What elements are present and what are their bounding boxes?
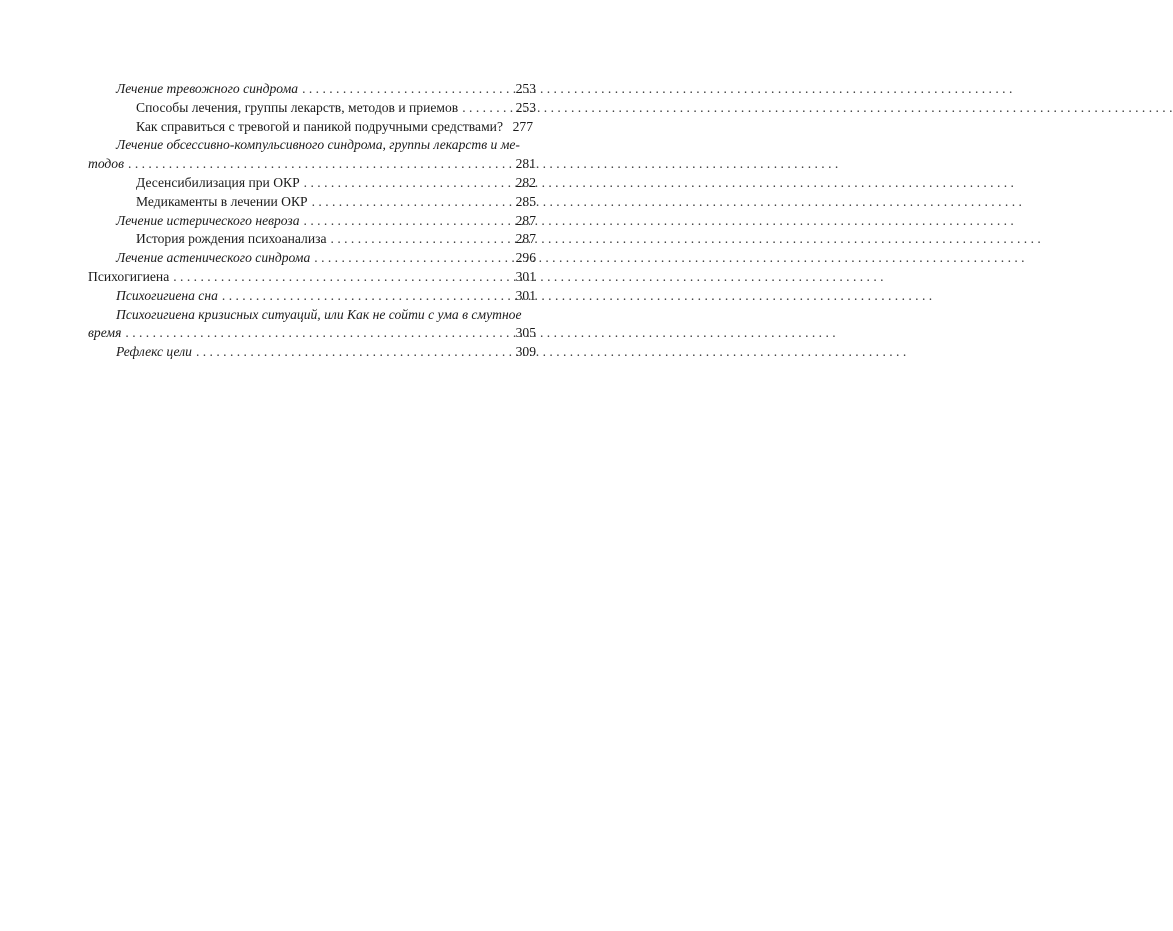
dot-leader bbox=[128, 155, 508, 174]
toc-entry-title: Лечение истерического невроза bbox=[116, 212, 300, 228]
toc-entry-title: Психогигиена bbox=[88, 268, 170, 284]
toc-entry-title: Рефлекс цели bbox=[116, 344, 192, 360]
table-of-contents bbox=[88, 80, 536, 362]
toc-entry-page: 296 bbox=[515, 250, 536, 266]
toc-entry[interactable] bbox=[88, 249, 536, 268]
dot-leader bbox=[331, 230, 508, 249]
toc-entry-title-line2: тодов bbox=[88, 156, 125, 172]
toc-entry-title: Психогигиена сна bbox=[116, 287, 218, 303]
toc-entry-wrapped-line1[interactable] bbox=[88, 306, 536, 325]
toc-entry-title-line1: Психогигиена кризисных ситуаций, или Как не сойти с ума в смутное bbox=[116, 306, 522, 322]
toc-entry-title: Десенсибилизация при ОКР bbox=[136, 174, 300, 190]
toc-entry[interactable] bbox=[88, 268, 536, 287]
toc-entry-page: 301 bbox=[515, 268, 536, 284]
toc-entry-page: 287 bbox=[515, 212, 536, 228]
toc-entry-title: Способы лечения, группы лекарств, методов и приемов bbox=[136, 99, 459, 115]
toc-entry-page: 301 bbox=[515, 287, 536, 303]
toc-entry-page: 253 bbox=[515, 99, 536, 115]
dot-leader bbox=[314, 249, 508, 268]
dot-leader bbox=[196, 343, 508, 362]
toc-entry-title: Лечение астенического синдрома bbox=[116, 250, 311, 266]
dot-leader bbox=[304, 212, 508, 231]
toc-entry[interactable] bbox=[88, 287, 536, 306]
toc-entry[interactable] bbox=[88, 174, 536, 193]
toc-entry-page: 285 bbox=[515, 193, 536, 209]
dot-leader bbox=[462, 99, 508, 118]
toc-entry-page: 282 bbox=[515, 174, 536, 190]
dot-leader bbox=[173, 268, 508, 287]
dot-leader bbox=[125, 324, 508, 343]
toc-entry[interactable] bbox=[88, 343, 536, 362]
toc-entry[interactable] bbox=[88, 324, 536, 343]
toc-entry-wrapped-line1[interactable] bbox=[88, 136, 536, 155]
dot-leader bbox=[304, 174, 508, 193]
toc-entry-title: Медикаменты в лечении ОКР bbox=[136, 193, 308, 209]
toc-entry-title: Как справиться с тревогой и паникой подручными средствами? bbox=[136, 118, 503, 134]
toc-entry[interactable] bbox=[88, 80, 536, 99]
dot-leader bbox=[302, 80, 508, 99]
toc-entry-page: 253 bbox=[515, 81, 536, 96]
dot-leader bbox=[312, 193, 508, 212]
toc-entry-title: Лечение тревожного синдрома bbox=[116, 81, 299, 96]
toc-entry[interactable] bbox=[88, 99, 536, 118]
toc-entry[interactable] bbox=[88, 212, 536, 231]
toc-entry-title: История рождения психоанализа bbox=[136, 231, 327, 247]
toc-entry-page: 305 bbox=[515, 325, 536, 341]
dot-leader bbox=[222, 287, 508, 306]
toc-entry[interactable] bbox=[88, 155, 536, 174]
toc-entry-page: 309 bbox=[515, 344, 536, 360]
toc-entry-title-line2: время bbox=[88, 325, 122, 341]
toc-entry[interactable] bbox=[88, 118, 536, 137]
toc-entry[interactable] bbox=[88, 230, 536, 249]
toc-entry[interactable] bbox=[88, 193, 536, 212]
toc-entry-page: 281 bbox=[515, 156, 536, 172]
toc-entry-title-line1: Лечение обсессивно-компульсивного синдрома, группы лекарств и ме- bbox=[116, 137, 520, 153]
toc-entry-page: 277 bbox=[512, 118, 533, 134]
toc-entry-page: 287 bbox=[515, 231, 536, 247]
